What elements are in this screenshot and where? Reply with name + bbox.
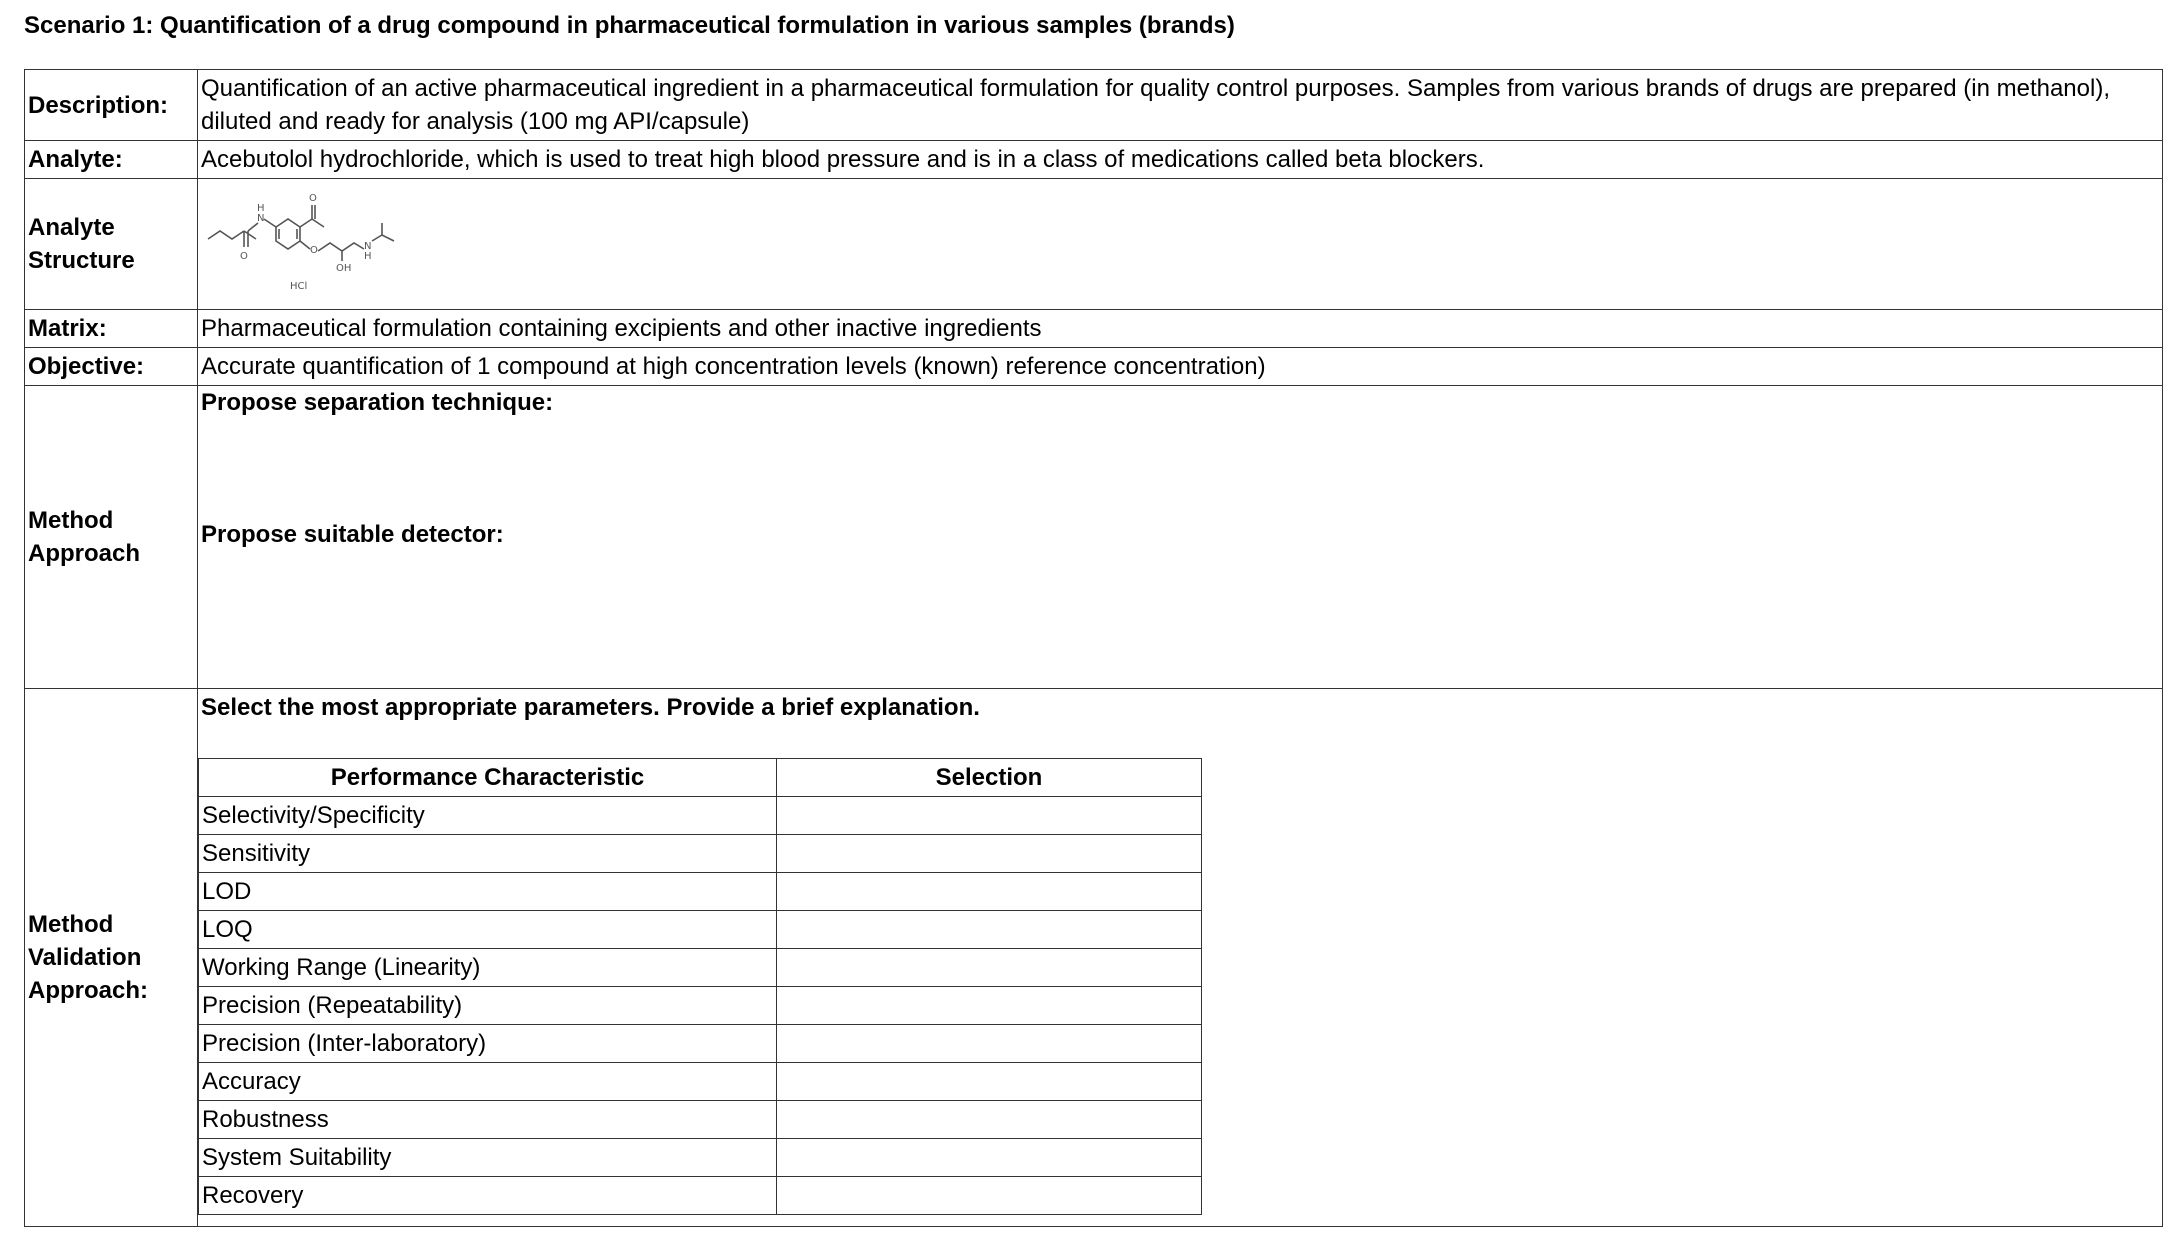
validation-row bbox=[25, 689, 2163, 1227]
selection-cell[interactable] bbox=[777, 873, 1202, 911]
structure-cell bbox=[198, 179, 2163, 310]
atom-n2: N bbox=[364, 241, 372, 252]
table-row bbox=[199, 835, 1202, 873]
description-label: Description: bbox=[25, 70, 198, 141]
atom-oh: OH bbox=[336, 263, 352, 274]
selection-cell[interactable] bbox=[777, 911, 1202, 949]
objective-row bbox=[25, 348, 2163, 386]
validation-cell bbox=[198, 689, 2163, 1227]
description-row bbox=[25, 70, 2163, 141]
validation-label: Method Validation Approach: bbox=[25, 689, 198, 1227]
atom-n1: N bbox=[257, 213, 265, 224]
separation-prompt: Propose separation technique: bbox=[201, 389, 554, 416]
method-cell[interactable] bbox=[198, 386, 2163, 689]
characteristic-name: Recovery bbox=[199, 1177, 777, 1215]
table-row bbox=[199, 1063, 1202, 1101]
characteristic-name: Robustness bbox=[199, 1101, 777, 1139]
characteristic-name: Precision (Repeatability) bbox=[199, 987, 777, 1025]
performance-header-row bbox=[199, 759, 1202, 797]
atom-o1: O bbox=[240, 251, 248, 262]
selection-cell[interactable] bbox=[777, 1025, 1202, 1063]
header-performance-characteristic: Performance Characteristic bbox=[199, 759, 777, 797]
atom-hcl: HCl bbox=[290, 281, 308, 292]
table-row bbox=[199, 949, 1202, 987]
table-row bbox=[199, 1177, 1202, 1215]
scenario-table bbox=[24, 69, 2163, 1227]
description-text: Quantification of an active pharmaceutical ingredient in a pharmaceutical formulation for quality control purposes. Samples from various brands of drugs are prepared (in methanol), diluted and ready for analysis (100 mg API/capsule) bbox=[198, 70, 2163, 141]
selection-cell[interactable] bbox=[777, 987, 1202, 1025]
table-row bbox=[199, 1139, 1202, 1177]
characteristic-name: Selectivity/Specificity bbox=[199, 797, 777, 835]
header-selection: Selection bbox=[777, 759, 1202, 797]
table-row bbox=[199, 873, 1202, 911]
detector-prompt: Propose suitable detector: bbox=[201, 521, 504, 548]
table-row bbox=[199, 911, 1202, 949]
objective-text: Accurate quantification of 1 compound at high concentration levels (known) reference concentration) bbox=[198, 348, 2163, 386]
table-row bbox=[199, 1025, 1202, 1063]
selection-cell[interactable] bbox=[777, 1101, 1202, 1139]
structure-row bbox=[25, 179, 2163, 310]
analyte-label: Analyte: bbox=[25, 141, 198, 179]
matrix-row bbox=[25, 310, 2163, 348]
atom-o2: O bbox=[309, 193, 317, 204]
selection-cell[interactable] bbox=[777, 949, 1202, 987]
characteristic-name: Accuracy bbox=[199, 1063, 777, 1101]
characteristic-name: Sensitivity bbox=[199, 835, 777, 873]
table-row bbox=[199, 797, 1202, 835]
selection-cell[interactable] bbox=[777, 1139, 1202, 1177]
characteristic-name: Working Range (Linearity) bbox=[199, 949, 777, 987]
selection-cell[interactable] bbox=[777, 835, 1202, 873]
structure-label: Analyte Structure bbox=[25, 179, 198, 310]
atom-o3: O bbox=[310, 245, 318, 256]
objective-label: Objective: bbox=[25, 348, 198, 386]
characteristic-name: LOQ bbox=[199, 911, 777, 949]
performance-table bbox=[198, 758, 1202, 1215]
atom-h1: H bbox=[257, 203, 265, 214]
table-row bbox=[199, 1101, 1202, 1139]
matrix-label: Matrix: bbox=[25, 310, 198, 348]
matrix-text: Pharmaceutical formulation containing excipients and other inactive ingredients bbox=[198, 310, 2163, 348]
method-row bbox=[25, 386, 2163, 689]
characteristic-name: LOD bbox=[199, 873, 777, 911]
method-label: Method Approach bbox=[25, 386, 198, 689]
analyte-row bbox=[25, 141, 2163, 179]
table-row bbox=[199, 987, 1202, 1025]
validation-instruction: Select the most appropriate parameters. Provide a brief explanation. bbox=[201, 694, 980, 721]
characteristic-name: Precision (Inter-laboratory) bbox=[199, 1025, 777, 1063]
atom-h2: H bbox=[364, 251, 372, 262]
selection-cell[interactable] bbox=[777, 1063, 1202, 1101]
acebutolol-structure bbox=[202, 179, 432, 309]
scenario-title: Scenario 1: Quantification of a drug compound in pharmaceutical formulation in various samples (brands) bbox=[24, 12, 1235, 39]
characteristic-name: System Suitability bbox=[199, 1139, 777, 1177]
selection-cell[interactable] bbox=[777, 797, 1202, 835]
analyte-text: Acebutolol hydrochloride, which is used to treat high blood pressure and is in a class of medications called beta blockers. bbox=[198, 141, 2163, 179]
selection-cell[interactable] bbox=[777, 1177, 1202, 1215]
